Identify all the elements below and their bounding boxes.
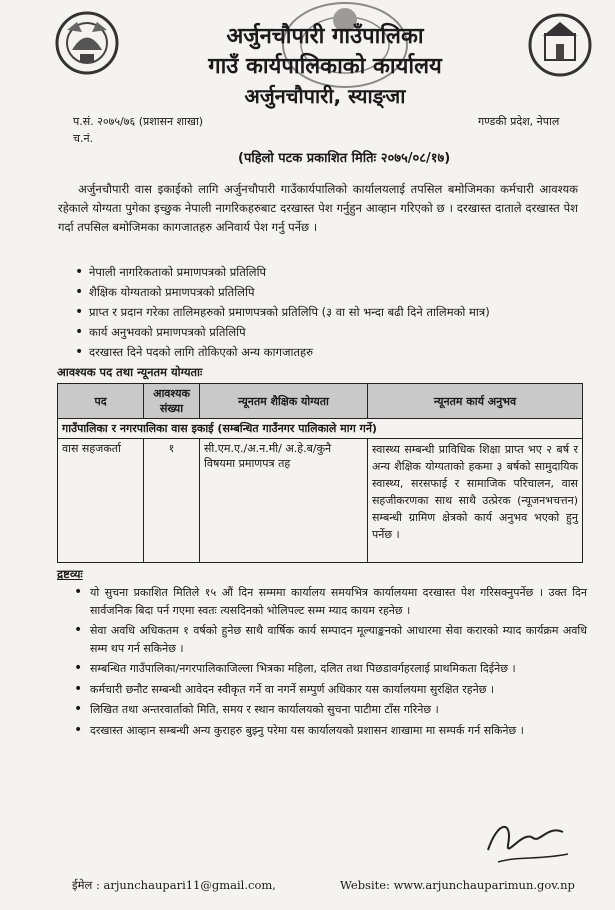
table-header-row: [58, 384, 583, 419]
list-item: • कार्य अनुभवको प्रमाणपत्रको प्रतिलिपि: [75, 322, 575, 342]
count-cell: १: [144, 439, 200, 563]
posts-table: [57, 383, 583, 563]
office-name: गाउँ कार्यपालिकाको कार्यालय: [208, 54, 442, 79]
dispatch-number: च.नं.: [73, 132, 94, 145]
list-item: • दरखास्त आव्हान सम्बन्धी अन्य कुराहरु बुझ्नु परेमा यस कार्यालयको प्रशासन शाखामा मा सम्पर्क गर्न सकिनेछ ।: [72, 722, 587, 740]
required-documents-list: [75, 262, 575, 362]
letter-reference: प.सं. २०७५/७६ (प्रशासन शाखा): [73, 115, 204, 128]
list-item: • शैक्षिक योग्यताको प्रमाणपत्रको प्रतिलिपि: [75, 282, 575, 302]
notes-heading: द्रष्टव्यः: [57, 567, 83, 581]
list-item: • कर्मचारी छनौट सम्बन्धी आवेदन स्वीकृत गर्ने वा नगर्ने सम्पुर्ण अधिकार यस कार्यालयमा सुरक्षित रहनेछ ।: [72, 681, 587, 699]
column-header: न्यूनतम कार्य अनुभव: [368, 384, 583, 419]
post-cell: वास सहजकर्ता: [58, 439, 144, 563]
municipality-name: अर्जुनचौपारी गाउँपालिका: [226, 24, 424, 49]
column-header: न्यूनतम शैक्षिक योग्यता: [200, 384, 368, 419]
requirements-heading: आवश्यक पद तथा न्यूनतम योग्यताः: [57, 365, 203, 379]
list-item: • लिखित तथा अन्तरवार्ताको मिति, समय र स्थान कार्यालयको सुचना पाटीमा टाँस गरिनेछ ।: [72, 701, 587, 719]
list-item: • प्राप्त र प्रदान गरेका तालिमहरुको प्रमाणपत्रको प्रतिलिपि (३ वा सो भन्दा बढी दिने तालिमको मात्र): [75, 302, 575, 322]
signature-icon: [478, 810, 578, 870]
list-item: • यो सुचना प्रकाशित मितिले १५ औं दिन सम्ममा कार्यालय समयभित्र कार्यालयमा दरखास्त पेश गरिसक्नुपर्नेछ । उक्त दिन सार्वजनिक बिदा पर्न गएमा स्वतः त्यसदिनको भोलिपल्ट सम्म म्याद कायम रहनेछ ।: [72, 584, 587, 619]
footer-email: ईमेल : arjunchaupari11@gmail.com,: [72, 878, 276, 892]
notes-list: [72, 584, 587, 742]
column-header: पद: [58, 384, 144, 419]
footer-website: Website: www.arjunchauparimun.gov.np: [340, 878, 575, 892]
nepal-emblem-icon: [52, 10, 122, 76]
section-label: गाउँपालिका र नगरपालिका वास इकाई (सम्बन्धित गाउँनगर पालिकाले माग गर्ने): [58, 419, 583, 439]
publication-date: (पहिलो पटक प्रकाशित मितिः २०७५/०८/१७): [238, 151, 451, 166]
intro-paragraph: अर्जुनचौपारी वास इकाईको लागि अर्जुनचौपारी गाउँकार्यपालिको कार्यालयलाई तपसिल बमोजिमका कर्मचारी आवश्यक रहेकाले योग्यता पुगेका इच्छुक नेपाली नागरिकहरुबाट दरखास्त पेश गर्नुहुन आव्हान गरिएको छ । दरखास्त दाताले दरखास्त पेश गर्दा तपसिल बमोजिमका कागजातहरु अनिवार्य पेश गर्नु पर्नेछ ।: [58, 182, 578, 234]
municipality-logo-icon: [525, 12, 595, 78]
table-row: [58, 439, 583, 563]
list-item: • सम्बन्धित गाउँपालिका/नगरपालिकाजिल्ला भित्रका महिला, दलित तथा पिछडावर्गहरलाई प्राथमिकता दिईनेछ ।: [72, 660, 587, 678]
table-section-row: [58, 419, 583, 439]
education-cell: सी.एम.ए./अ.न.मी/ अ.हे.ब/कुनै विषयमा प्रमाणपत्र तह: [200, 439, 368, 563]
experience-cell: स्वास्थ्य सम्बन्धी प्राविधिक शिक्षा प्राप्त भए २ बर्ष र अन्य शैक्षिक योग्यताको हकमा ३ बर्षको सामुदायिक स्वास्थ्य, सरसफाई र सामाजिक परिचालन, वास सहजीकरणका साथ साथै उत्प्रेरक (न्यूजनभचत्तन) सम्बन्धी ग्रामिण क्षेत्रको कार्य अनुभव भएको हुनु पर्नेछ ।: [368, 439, 583, 563]
list-item: • सेवा अवधि अधिकतम १ वर्षको हुनेछ साथै वार्षिक कार्य सम्पादन मूल्याङ्कनको आधारमा सेवा करारको म्याद कार्यक्रम अवधि सम्म थप गर्न सकिनेछ ।: [72, 622, 587, 657]
list-item: • नेपाली नागरिकताको प्रमाणपत्रको प्रतिलिपि: [75, 262, 575, 282]
column-header: आवश्यक संख्या: [144, 384, 200, 419]
province-label: गण्डकी प्रदेश, नेपाल: [478, 115, 560, 128]
list-item: • दरखास्त दिने पदको लागि तोकिएको अन्य कागजातहरु: [75, 342, 575, 362]
office-address: अर्जुनचौपारी, स्याङ्जा: [244, 84, 406, 108]
